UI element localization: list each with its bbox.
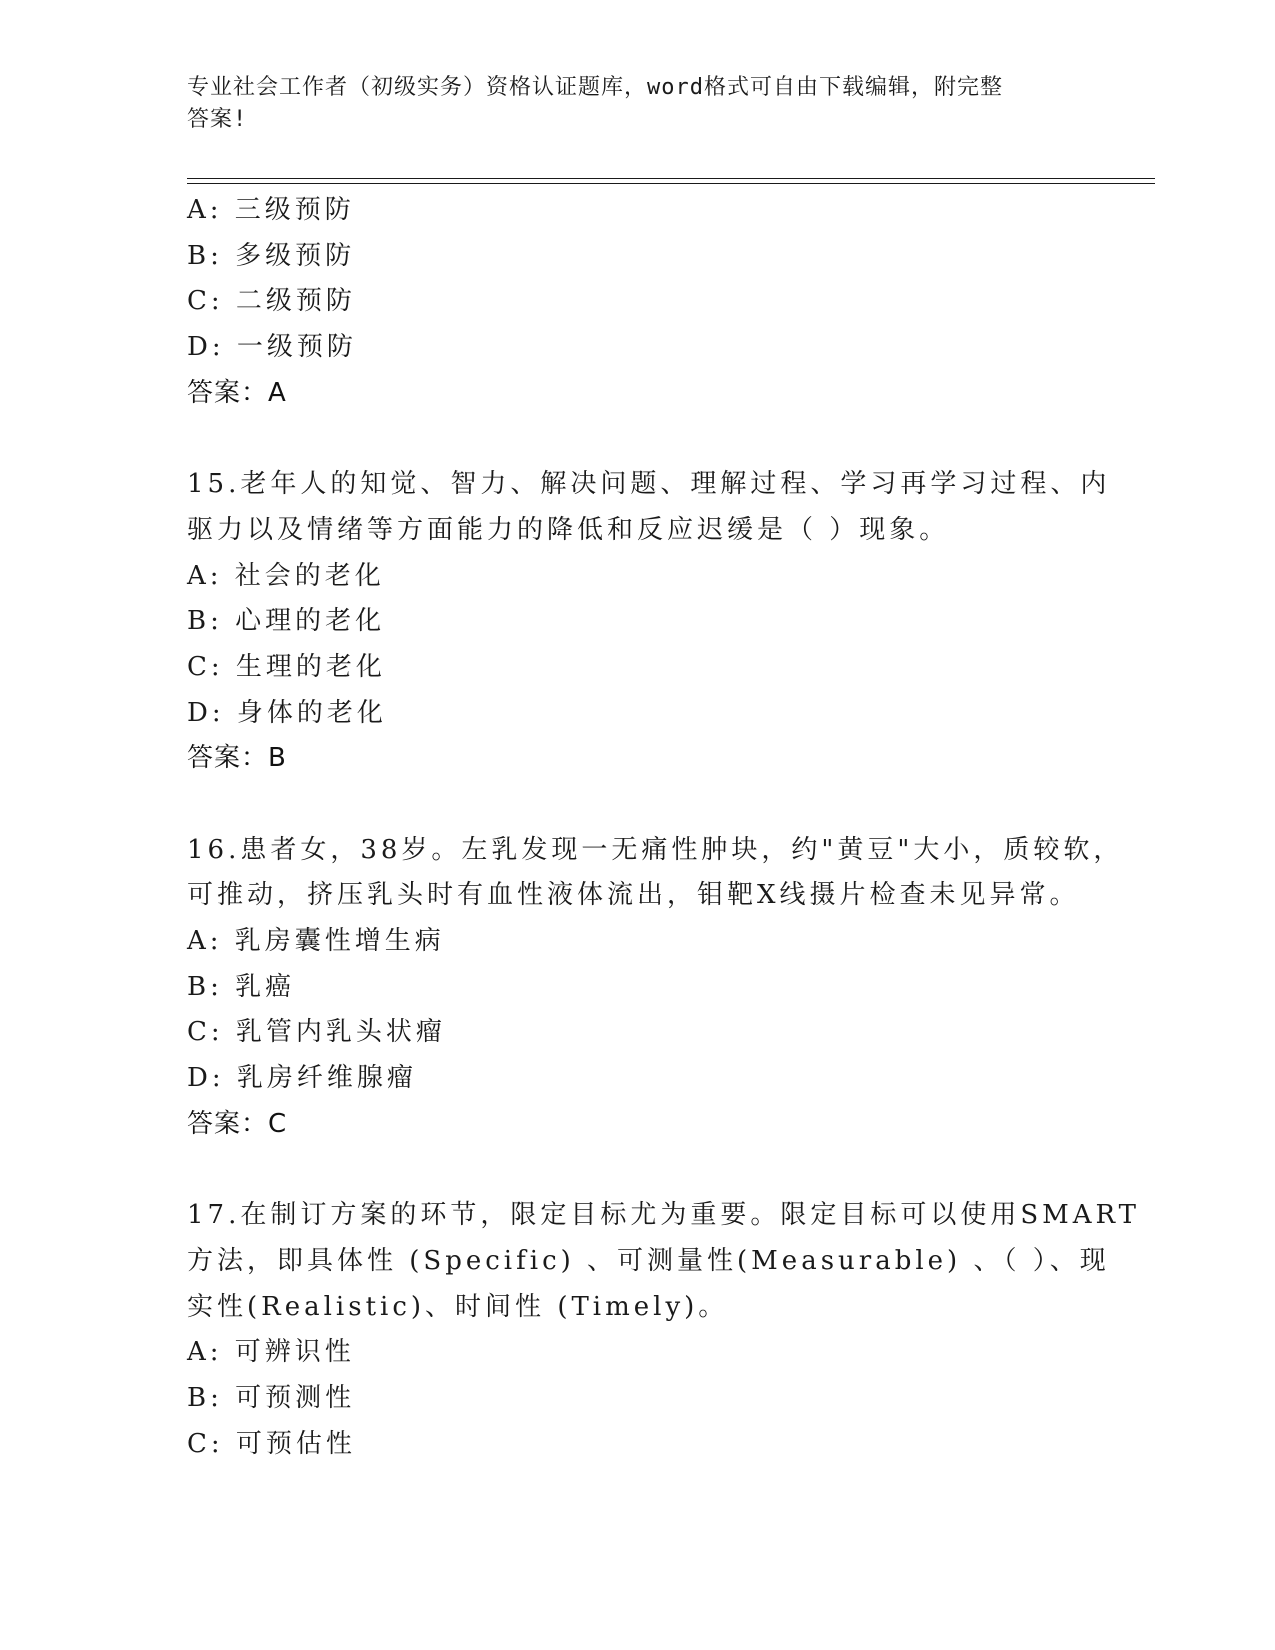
option-d: D: 乳房纤维腺瘤 bbox=[187, 1063, 417, 1094]
answer-line: 答案：A bbox=[187, 377, 287, 408]
question-text-line: 方法，即具体性 (Specific) 、可测量性(Measurable) 、（ ）、现 bbox=[187, 1245, 1110, 1276]
option-d: D: 身体的老化 bbox=[187, 697, 387, 728]
option-b: B: 可预测性 bbox=[187, 1382, 356, 1413]
option-c: C: 乳管内乳头状瘤 bbox=[187, 1017, 446, 1048]
option-b: B: 多级预防 bbox=[187, 240, 356, 271]
answer-line: 答案：B bbox=[187, 743, 287, 774]
question-14 bbox=[187, 188, 1087, 416]
option-b: B: 乳癌 bbox=[187, 971, 296, 1002]
option-c: C: 可预估性 bbox=[187, 1428, 356, 1459]
question-text-line: 驱力以及情绪等方面能力的降低和反应迟缓是（ ）现象。 bbox=[187, 514, 950, 545]
question-17 bbox=[187, 1193, 1141, 1467]
question-text bbox=[187, 828, 1124, 919]
header-line-1: 专业社会工作者（初级实务）资格认证题库，word格式可自由下载编辑，附完整 bbox=[187, 75, 1003, 100]
option-d: D: 一级预防 bbox=[187, 332, 357, 363]
question-text-line: 实性(Realistic)、时间性 (Timely)。 bbox=[187, 1291, 729, 1322]
header-line-2: 答案! bbox=[187, 107, 248, 132]
question-text-line: 15.老年人的知觉、智力、解决问题、理解过程、学习再学习过程、内 bbox=[187, 469, 1111, 500]
question-list bbox=[187, 188, 1141, 1467]
answer-line: 答案：C bbox=[187, 1108, 288, 1139]
question-text-line: 16.患者女，38岁。左乳发现一无痛性肿块，约"黄豆"大小，质较软， bbox=[187, 834, 1124, 865]
spacer bbox=[187, 1147, 1087, 1193]
question-text-line: 可推动，挤压乳头时有血性液体流出，钼靶X线摄片检查未见异常。 bbox=[187, 880, 1080, 911]
question-16 bbox=[187, 828, 1124, 1148]
question-text bbox=[187, 462, 1111, 553]
option-a: A: 三级预防 bbox=[187, 195, 355, 225]
option-c: C: 生理的老化 bbox=[187, 651, 386, 682]
question-text-line: 17.在制订方案的环节，限定目标尤为重要。限定目标可以使用SMART bbox=[187, 1200, 1141, 1231]
spacer bbox=[187, 416, 1087, 462]
option-a: A: 可辨识性 bbox=[187, 1337, 355, 1368]
question-text bbox=[187, 1193, 1141, 1330]
header-divider-bottom bbox=[187, 183, 1155, 184]
question-15 bbox=[187, 462, 1111, 782]
page-header bbox=[187, 72, 1067, 136]
header-divider-top bbox=[187, 178, 1155, 179]
spacer bbox=[187, 782, 1087, 828]
option-c: C: 二级预防 bbox=[187, 286, 356, 317]
option-a: A: 社会的老化 bbox=[187, 560, 385, 591]
option-a: A: 乳房囊性增生病 bbox=[187, 926, 445, 956]
option-b: B: 心理的老化 bbox=[187, 606, 386, 637]
